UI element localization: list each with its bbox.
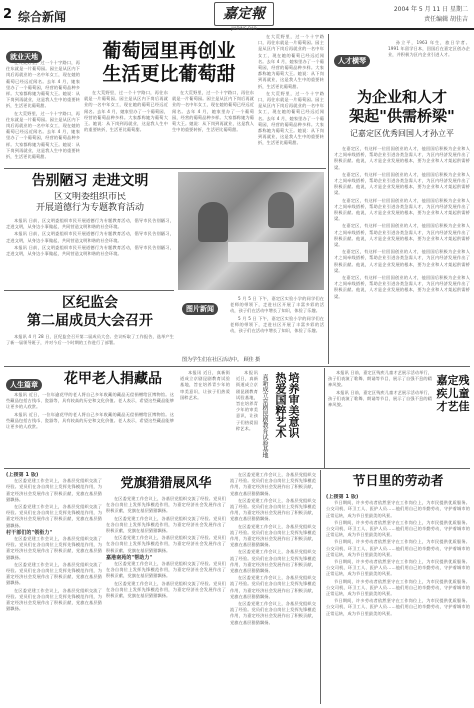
tag-rencai (334, 48, 370, 67)
photo-caption: 图为学生们在社区活动中。 顾佳 摄 (182, 357, 261, 363)
art-headline-line1: 培养审美意识 (287, 372, 300, 438)
talent-headline-line1: 为企业和人才 (356, 88, 447, 106)
party-body-col3: 在区委党建工作会议上，各基层党组织交流了经验。党员们在各自岗位上发挥先锋模范作用，为嘉定经济社会发展作出了积极贡献，党旗在基层猎猎飘扬。 在区委党建工作会议上，各基层党组织交流了经验。党员们在各自岗位上发挥先锋模范作用，为嘉定经济社会发展作出了积极贡献，党旗在基层猎猎飘扬。 在区委党建工作会议上，各基层党组织交流了经验。党员们在各自岗位上发挥先锋模范作用，为嘉定经济社会发展作出了积极贡献，党旗在基层猎猎飘扬。 在区委党建工作会议上，各基层党组织交流了经验。党员们在各自岗位上发挥先锋模范作用，为嘉定经济社会发展作出了积极贡献，党旗在基层猎猎飘扬。 在区委党建工作会议上，各基层党组织交流了经验。党员们在各自岗位上发挥先锋模范作用，为嘉定经济社会发展作出了积极贡献，党旗在基层猎猎飘扬。 在区委党建工作会议上，各基层党组织交流了经验。党员们在各自岗位上发挥先锋模范作用，为嘉定经济社会发展作出了积极贡献，党旗在基层猎猎飘扬。 (230, 472, 316, 625)
party-byline: 村干部们的"领衔力" (6, 529, 53, 536)
collector-body: 本报讯 近日，一位年逾花甲的老人将自己多年收藏的藏品无偿捐赠给区博物馆。这些藏品包括古钱币、瓷器等，具有较高的历史和文化价值。老人表示，希望这些藏品能够让更多的人欣赏。 本报讯 近日，一位年逾花甲的老人将自己多年收藏的藏品无偿捐赠给区博物馆。这些藏品包括古钱币、瓷器等，具有较高的历史和文化价值。老人表示，希望这些藏品能够让更多的人欣赏。 (6, 392, 174, 430)
talent-headline-line2: 架起"供需桥梁" (349, 107, 455, 125)
grape-body-col1: 在大荒野里，过一个十字路口，再往东就是一片葡萄园。园主是从区内下岗后再就业的一名中年女工，现在她的葡萄已经远近闻名。去年 4 月，她家里办了一个葡萄园，经营的葡萄品种多样。大家都称她为葡萄大王。她说：从下岗到再就业，这是我人生中的重要转折，生活更比葡萄甜。 在大荒野里，过一个十字路口，再往东就是一片葡萄园。园主是从区内下岗后再就业的一名中年女工，现在她的葡萄已经远近闻名。去年 4 月，她家里办了一个葡萄园，经营的葡萄品种多样。大家都称她为葡萄大王。她说：从下岗到再就业，这是我人生中的重要转折，生活更比葡萄甜。 (6, 60, 80, 160)
labor-headline: 节日里的劳动者 (352, 474, 444, 489)
collector-headline: 花甲老人捐藏品 (64, 371, 162, 387)
talent-intro: 孙立平，1963 年生，旅日学者。1991 年留学日本，回国后在嘉定区创办企业，并积极为区内企业引进人才。 (388, 40, 470, 58)
paper-logo-sub: JIADING BAO (231, 26, 257, 31)
paper-logo: 嘉定報 (214, 2, 274, 26)
grape-body-col4: 在大荒野里，过一个十字路口，再往东就是一片葡萄园。园主是从区内下岗后再就业的一名中年女工，现在她的葡萄已经远近闻名。去年 4 月，她家里办了一个葡萄园，经营的葡萄品种多样。大家都称她为葡萄大王。她说：从下岗到再就业，这是我人生中的重要转折，生活更比葡萄甜。 在大荒野里，过一个十字路口，再往东就是一片葡萄园。园主是从区内下岗后再就业的一名中年女工，现在她的葡萄已经远近闻名。去年 4 月，她家里办了一个葡萄园，经营的葡萄品种多样。大家都称她为葡萄大王。她说：从下岗到再就业，这是我人生中的重要转折，生活更比葡萄甜。 (258, 34, 324, 146)
grape-body-col2: 在大荒野里，过一个十字路口，再往东就是一片葡萄园。园主是从区内下岗后再就业的一名中年女工，现在她的葡萄已经远近闻名。去年 4 月，她家里办了一个葡萄园，经营的葡萄品种多样。大家都称她为葡萄大王。她说：从下岗到再就业，这是我人生中的重要转折，生活更比葡萄甜。 (84, 90, 168, 133)
civil-subhead-line1: 区文明委组织市民 (53, 192, 126, 202)
talent-subhead: 记嘉定区优秀回国人才孙立平 (350, 129, 454, 138)
tag-rensheng (6, 372, 42, 391)
photo-news-body: 5 月 5 日 下午，嘉定区实验小学的同学们在老师的带领下，走进社区开展了丰富多彩的活动，孩子们在活动中增长了知识，体验了乐趣。 5 月 5 日 下午，嘉定区实验小学的同学们在老师的带领下，走进社区开展了丰富多彩的活动，孩子们在活动中增长了知识，体验了乐趣。 (230, 296, 324, 334)
discipline-body: 本报讯 4 月 28 日，区纪监会召开第二届成员大会。会议听取了工作报告，选举产生了新一届领导班子，并对今后一个时期的工作进行了部署。 (6, 334, 174, 346)
grape-headline-line1: 葡萄园里再创业 (102, 40, 236, 62)
section-name: 综合新闻 (18, 10, 67, 24)
tag-tupian (182, 296, 218, 315)
civil-subhead (6, 192, 174, 214)
discipline-headline (6, 294, 174, 330)
party-body-col2: 在区委党建工作会议上，各基层党组织交流了经验。党员们在各自岗位上发挥先锋模范作用，为嘉定经济社会发展作出了积极贡献，党旗在基层猎猎飘扬。 在区委党建工作会议上，各基层党组织交流了经验。党员们在各自岗位上发挥先锋模范作用，为嘉定经济社会发展作出了积极贡献，党旗在基层猎猎飘扬。 在区委党建工作会议上，各基层党组织交流了经验。党员们在各自岗位上发挥先锋模范作用，为嘉定经济社会发展作出了积极贡献，党旗在基层猎猎飘扬。 嘉港南苑的"帮助力" 在区委党建工作会议上，各基层党组织交流了经验。党员们在各自岗位上发挥先锋模范作用，为嘉定经济社会发展作出了积极贡献，党旗在基层猎猎飘扬。 在区委党建工作会议上，各基层党组织交流了经验。党员们在各自岗位上发挥先锋模范作用，为嘉定经济社会发展作出了积极贡献，党旗在基层猎猎飘扬。 (106, 496, 226, 599)
tag-jiuye-label: 就业天地 (6, 51, 42, 63)
news-photo (178, 172, 324, 290)
grape-headline (84, 40, 254, 86)
disabled-headline-line1: 嘉定残疾儿童 (436, 374, 470, 400)
disabled-headline (434, 374, 472, 413)
art-body-left: 本报讯 近日，真新街道成立京剧昆剧教育试验基地，旨在培养青少年的审美意识，让孩子们热爱国粹艺术。 (180, 370, 230, 400)
art-headline (274, 372, 300, 466)
civil-body: 本报讯 日前，区文明委组织市民开展道德行为专题教育活动，倡导市民告别陋习，走进文明，从身边小事做起，共同营造文明和谐的社会环境。 本报讯 日前，区文明委组织市民开展道德行为专题教育活动，倡导市民告别陋习，走进文明，从身边小事做起，共同营造文明和谐的社会环境。 本报讯 日前，区文明委组织市民开展道德行为专题教育活动，倡导市民告别陋习，走进文明，从身边小事做起，共同营造文明和谐的社会环境。 (6, 218, 174, 257)
talent-headline (334, 88, 470, 126)
art-subhead: 真新成立京剧昆剧教育试验基地 (261, 374, 268, 458)
discipline-headline-line2: 第二届成员大会召开 (27, 313, 153, 329)
page-number: 2 (3, 7, 13, 22)
issue-date: 2004 年 5 月 11 日 星期二 (393, 6, 468, 13)
tag-rencai-label: 人才横琴 (334, 55, 370, 67)
civil-headline: 告别陋习 走进文明 (31, 173, 149, 189)
party-body-col1: (上接第 1 版) 在区委党建工作会议上，各基层党组织交流了经验。党员们在各自岗位上发挥先锋模范作用，为嘉定经济社会发展作出了积极贡献，党旗在基层猎猎飘扬。 在区委党建工作会议上，各基层党组织交流了经验。党员们在各自岗位上发挥先锋模范作用，为嘉定经济社会发展作出了积极贡献，党旗在基层猎猎飘扬。 村干部们的"领衔力" 在区委党建工作会议上，各基层党组织交流了经验。党员们在各自岗位上发挥先锋模范作用，为嘉定经济社会发展作出了积极贡献，党旗在基层猎猎飘扬。 在区委党建工作会议上，各基层党组织交流了经验。党员们在各自岗位上发挥先锋模范作用，为嘉定经济社会发展作出了积极贡献，党旗在基层猎猎飘扬。 在区委党建工作会议上，各基层党组织交流了经验。党员们在各自岗位上发挥先锋模范作用，为嘉定经济社会发展作出了积极贡献，党旗在基层猎猎飘扬。 (6, 472, 102, 612)
labor-tag-line: (上接第 1 版) (326, 494, 359, 500)
party-subtitle: 嘉港南苑的"帮助力" (106, 554, 153, 561)
masthead (0, 0, 474, 30)
labor-body: (上接第 1 版) 节日期间，许多劳动者依然坚守在工作岗位上，为市民提供优质服务。公交司机、环卫工人、医护人员……他们用自己的辛勤劳动，守护着城市的正常运转，成为节日里最美的风景。 节日期间，许多劳动者依然坚守在工作岗位上，为市民提供优质服务。公交司机、环卫工人、医护人员……他们用自己的辛勤劳动，守护着城市的正常运转，成为节日里最美的风景。 节日期间，许多劳动者依然坚守在工作岗位上，为市民提供优质服务。公交司机、环卫工人、医护人员……他们用自己的辛勤劳动，守护着城市的正常运转，成为节日里最美的风景。 节日期间，许多劳动者依然坚守在工作岗位上，为市民提供优质服务。公交司机、环卫工人、医护人员……他们用自己的辛勤劳动，守护着城市的正常运转，成为节日里最美的风景。 节日期间，许多劳动者依然坚守在工作岗位上，为市民提供优质服务。公交司机、环卫工人、医护人员……他们用自己的辛勤劳动，守护着城市的正常运转，成为节日里最美的风景。 节日期间，许多劳动者依然坚守在工作岗位上，为市民提供优质服务。公交司机、环卫工人、医护人员……他们用自己的辛勤劳动，守护着城市的正常运转，成为节日里最美的风景。 (326, 494, 470, 616)
party-tag-line: (上接第 1 版) (6, 472, 39, 478)
editor-credit: 责任编辑 胡佳吉 (424, 16, 468, 23)
grape-body-col3: 在大荒野里，过一个十字路口，再往东就是一片葡萄园。园主是从区内下岗后再就业的一名中年女工，现在她的葡萄已经远近闻名。去年 4 月，她家里办了一个葡萄园，经营的葡萄品种多样。大家都称她为葡萄大王。她说：从下岗到再就业，这是我人生中的重要转折，生活更比葡萄甜。 (172, 90, 254, 133)
art-body-mid: 本报讯 近日，真新街道成立京剧昆剧教育试验基地，旨在培养青少年的审美意识，让孩子们热爱国粹艺术。 (236, 370, 258, 431)
disabled-headline-line2: 才艺佳 (436, 400, 470, 413)
grape-headline-line2: 生活更比葡萄甜 (102, 63, 236, 85)
tag-rensheng-label: 人生篇章 (6, 379, 42, 391)
disabled-body: 本报讯 日前，嘉定区残疾儿童才艺展示活动举行，孩子们表演了歌舞、朗诵等节目，展示了自强不息的精神风貌。 本报讯 日前，嘉定区残疾儿童才艺展示活动举行，孩子们表演了歌舞、朗诵等节目，展示了自强不息的精神风貌。 (328, 370, 432, 408)
civil-subhead-line2: 开展道德行为专题教育活动 (35, 203, 144, 213)
art-headline-line2: 热爱国粹艺术 (274, 372, 287, 438)
talent-body: 在嘉定区，有这样一位回国创业的人才，他回国后积极为企业和人才之间牵线搭桥，帮助企业引进各类急需人才，为区内经济发展作出了积极贡献。他说，人才是企业发展的根本，要为企业和人才架起供需桥梁。 在嘉定区，有这样一位回国创业的人才，他回国后积极为企业和人才之间牵线搭桥，帮助企业引进各类急需人才，为区内经济发展作出了积极贡献。他说，人才是企业发展的根本，要为企业和人才架起供需桥梁。 在嘉定区，有这样一位回国创业的人才，他回国后积极为企业和人才之间牵线搭桥，帮助企业引进各类急需人才，为区内经济发展作出了积极贡献。他说，人才是企业发展的根本，要为企业和人才架起供需桥梁。 在嘉定区，有这样一位回国创业的人才，他回国后积极为企业和人才之间牵线搭桥，帮助企业引进各类急需人才，为区内经济发展作出了积极贡献。他说，人才是企业发展的根本，要为企业和人才架起供需桥梁。 在嘉定区，有这样一位回国创业的人才，他回国后积极为企业和人才之间牵线搭桥，帮助企业引进各类急需人才，为区内经济发展作出了积极贡献。他说，人才是企业发展的根本，要为企业和人才架起供需桥梁。 在嘉定区，有这样一位回国创业的人才，他回国后积极为企业和人才之间牵线搭桥，帮助企业引进各类急需人才，为区内经济发展作出了积极贡献。他说，人才是企业发展的根本，要为企业和人才架起供需桥梁。 (334, 146, 470, 299)
discipline-headline-line1: 区纪监会 (62, 295, 118, 311)
party-headline: 党旗猎猎展风华 (120, 476, 212, 491)
tag-tupian-label: 图片新闻 (182, 303, 218, 315)
